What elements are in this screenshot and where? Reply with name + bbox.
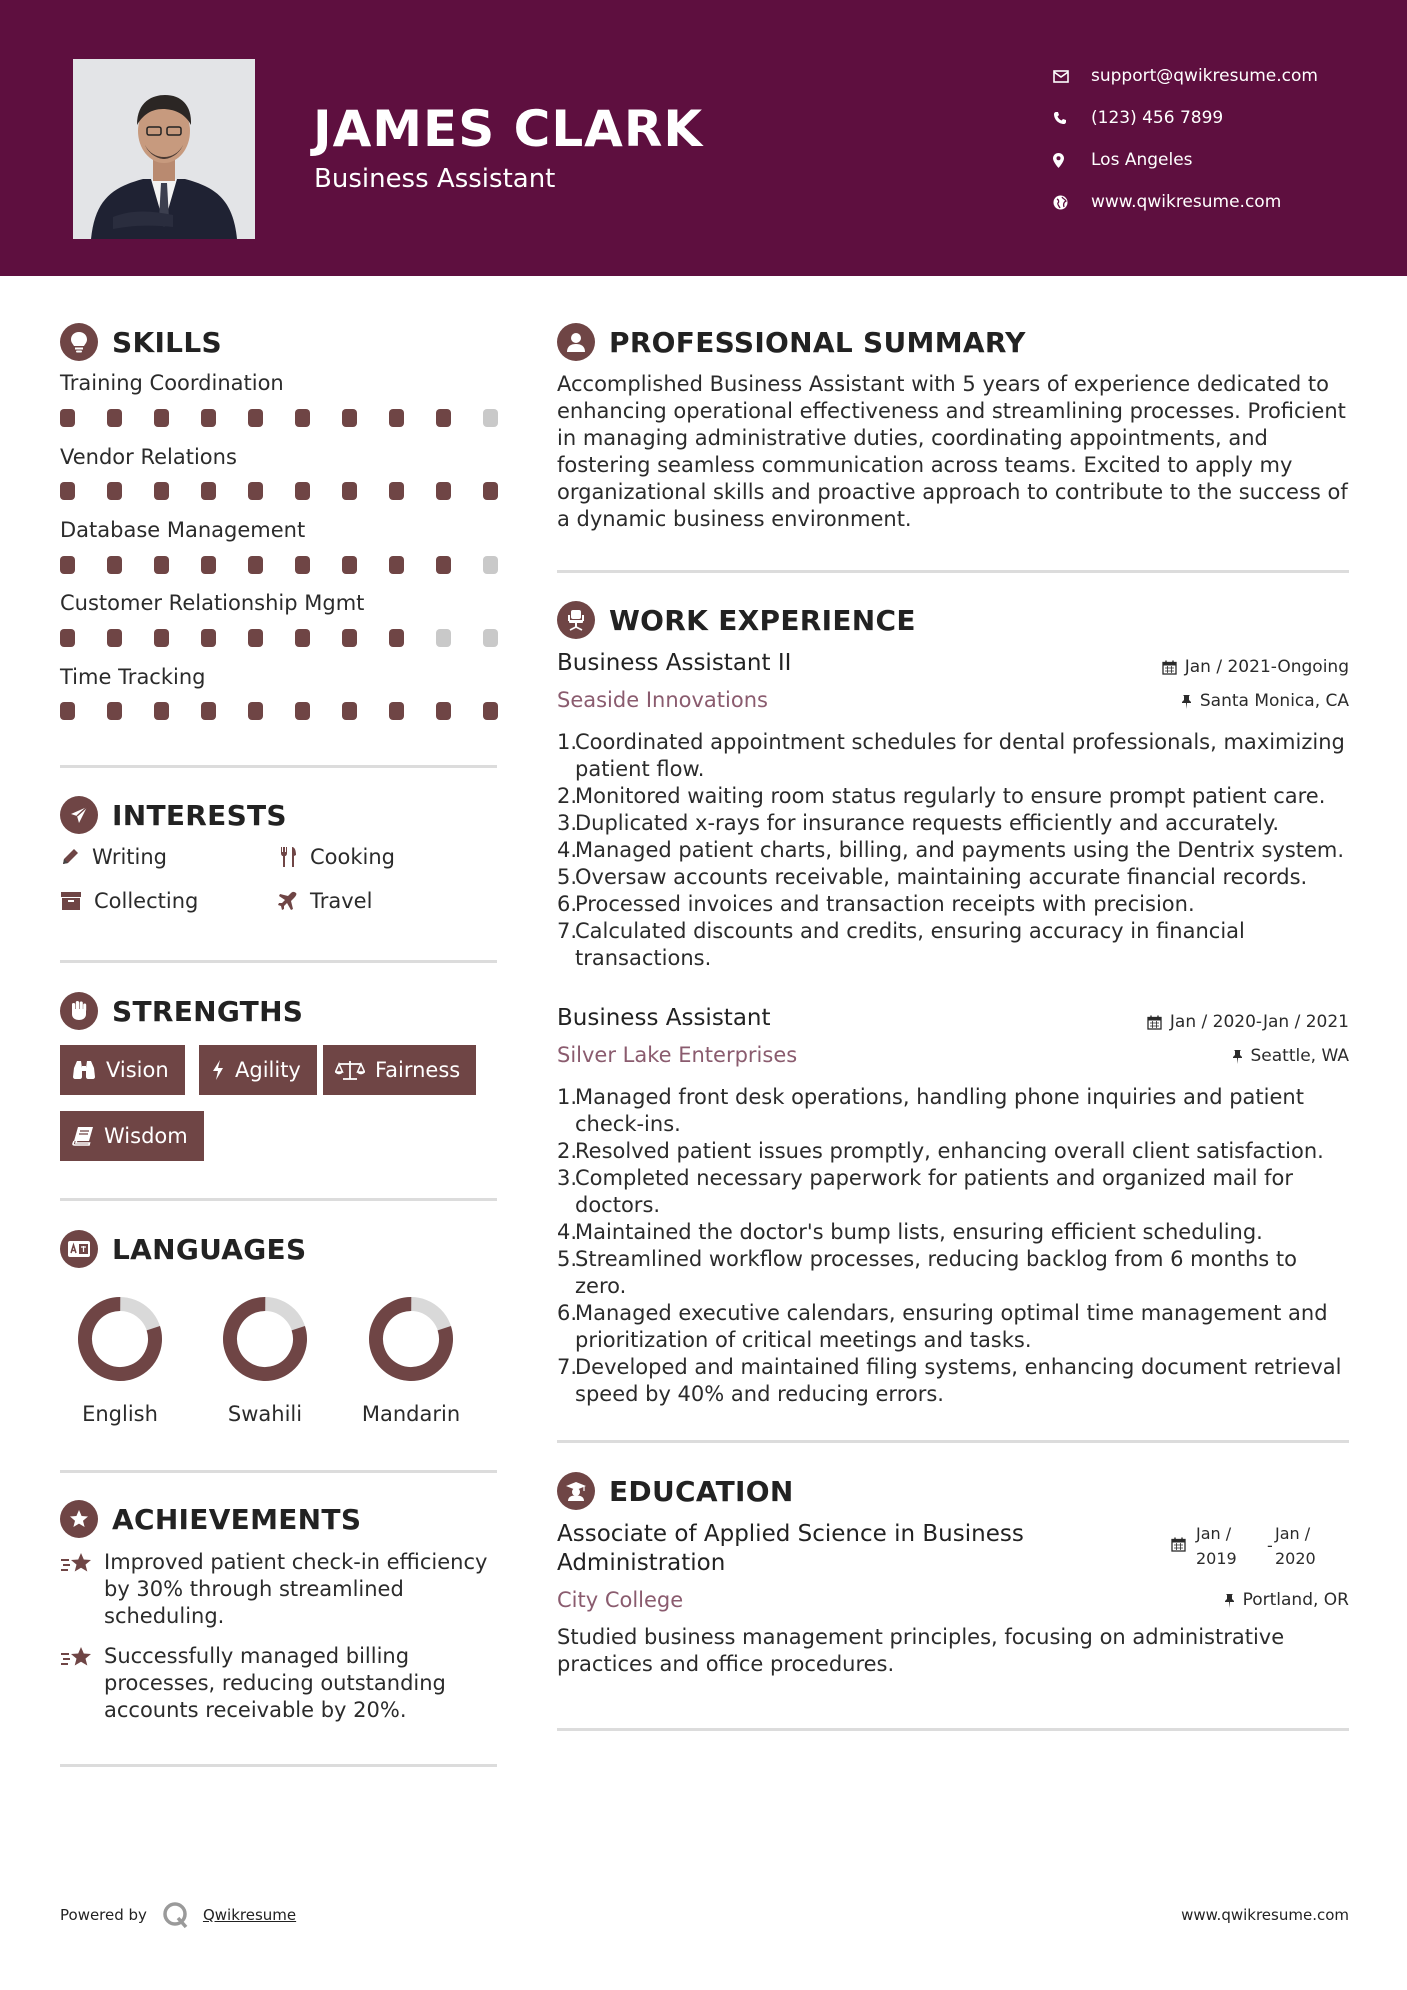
brand-link[interactable]: Qwikresume [202,1906,297,1924]
language-name: English [82,1402,158,1426]
achievements-title: ACHIEVEMENTS [112,1502,362,1536]
envelope-icon [1053,70,1091,83]
job-location [1181,691,1349,711]
candidate-title: Business Assistant [314,164,556,194]
skill-dot-filled [389,702,404,720]
translate-icon [60,1230,98,1268]
responsibility-item: 3.Duplicated x-rays for insurance requests efficiently and accurately. [557,811,1280,835]
skill-rating [60,702,500,720]
contact-phone-text: (123) 456 7899 [1091,108,1224,128]
skill-dot-filled [248,409,263,427]
star-trail-icon [60,1645,94,1671]
skill-dot-filled [342,482,357,500]
experience-heading [557,601,916,639]
skill-dot-filled [60,556,75,574]
skill-dot-filled [295,702,310,720]
job-location-text: Seattle, WA [1250,1046,1349,1066]
strengths-title: STRENGTHS [112,994,304,1028]
edu-date-separator: - [1267,1536,1273,1555]
skill-dot-filled [201,702,216,720]
summary-line: organizational skills and proactive approach to contribute to the success of [557,480,1348,504]
strength-label: Vision [106,1058,169,1082]
interest-item [278,845,395,869]
language-item [346,1294,476,1426]
skill-dot-filled [436,482,451,500]
summary-line: Accomplished Business Assistant with 5 years of experience dedicated to [557,372,1329,396]
achievement-line: processes, reducing outstanding [104,1671,446,1695]
skill-dot-filled [107,409,122,427]
skill-dot-filled [248,556,263,574]
achievement-line: scheduling. [104,1604,225,1628]
responsibility-item: 1.Coordinated appointment schedules for dental professionals, maximizing patient flow. [557,730,1345,781]
responsibility-item: 6.Managed executive calendars, ensuring optimal time management and prioritization of critical meetings and tasks. [557,1301,1328,1352]
plane-icon [278,891,298,911]
job-dates [1162,657,1349,677]
skill-rating [60,629,500,647]
job-responsibilities [557,1084,1352,1408]
strength-label: Agility [235,1058,301,1082]
responsibility-item: 5.Oversaw accounts receivable, maintaining accurate financial records. [557,865,1308,889]
education-description [557,1624,1352,1678]
summary-line: fostering seamless communication across teams. Excited to apply my [557,453,1293,477]
skill-dot-filled [201,556,216,574]
contact-location [1053,139,1383,181]
bolt-icon [211,1059,225,1081]
language-item [55,1294,185,1426]
language-donut [75,1294,165,1384]
job-location-text: Santa Monica, CA [1199,691,1349,711]
strengths-heading [60,992,303,1030]
skill-dot-filled [154,409,169,427]
profile-photo [73,59,255,239]
book-icon [72,1126,94,1146]
skill-dot-filled [436,409,451,427]
cutlery-icon [278,846,298,868]
skill-dot-filled [107,629,122,647]
star-trail-icon [60,1551,94,1577]
edu-date-start: Jan / [1196,1524,1232,1543]
responsibility-item: 4.Managed patient charts, billing, and payments using the Dentrix system. [557,838,1345,862]
job-role: Business Assistant [557,1005,771,1031]
skill-dot-filled [295,409,310,427]
skill-dot-filled [342,702,357,720]
skill-dot-filled [154,702,169,720]
skill-dot-filled [389,556,404,574]
user-icon [557,323,595,361]
skill-dot-filled [295,629,310,647]
skill-dot-filled [248,702,263,720]
skill-dot-filled [154,629,169,647]
map-pin-icon [1053,153,1091,168]
achievement-item [60,1549,500,1630]
interest-item [278,889,372,913]
education-desc-line: Studied business management principles, focusing on administrative [557,1625,1285,1649]
skill-dot-filled [295,482,310,500]
interest-item [60,889,198,913]
responsibility-item: 2.Resolved patient issues promptly, enhancing overall client satisfaction. [557,1139,1324,1163]
interest-item [60,845,167,869]
strength-tag [323,1045,476,1095]
languages-heading [60,1230,306,1268]
job-responsibilities [557,729,1352,972]
skills-heading [60,323,222,361]
skill-dot-filled [201,409,216,427]
skill-dot-filled [389,629,404,647]
pushpin-icon [1232,1049,1243,1064]
candidate-name: JAMES CLARK [313,100,704,158]
skill-name: Training Coordination [60,371,284,395]
divider [60,1198,497,1201]
edu-date-start-year: 2019 [1196,1549,1237,1568]
job-location [1232,1046,1350,1066]
responsibility-item: 7.Calculated discounts and credits, ensuring accuracy in financial transactions. [557,919,1245,970]
skill-dot-empty [436,629,451,647]
summary-text [557,371,1357,533]
contact-location-text: Los Angeles [1091,150,1193,170]
calendar-icon [1171,1537,1186,1552]
summary-line: enhancing operational effectiveness and streamlining processes. Proficient [557,399,1346,423]
summary-line: in managing administrative duties, coordinating appointments, and [557,426,1268,450]
summary-title: PROFESSIONAL SUMMARY [609,325,1026,359]
skill-dot-filled [342,629,357,647]
contact-website-text: www.qwikresume.com [1091,192,1282,212]
interests-title: INTERESTS [112,798,287,832]
degree-line: Associate of Applied Science in Business [557,1521,1024,1547]
education-title: EDUCATION [609,1474,794,1508]
powered-by-text: Powered by [60,1906,147,1924]
contact-list [1053,55,1383,223]
interest-label: Travel [310,889,373,913]
skill-name: Vendor Relations [60,445,237,469]
pushpin-icon [1224,1593,1235,1608]
resume-header [0,0,1407,276]
skill-dot-filled [483,482,498,500]
contact-email[interactable] [1053,55,1383,97]
skill-dot-empty [483,629,498,647]
skill-dot-filled [60,409,75,427]
divider [557,1728,1349,1731]
skill-dot-filled [154,482,169,500]
languages-title: LANGUAGES [112,1232,307,1266]
interest-label: Cooking [310,845,395,869]
responsibility-item: 7.Developed and maintained filing systems, enhancing document retrieval speed by 40% and reducing errors. [557,1355,1342,1406]
strength-tag [60,1045,185,1095]
skill-dot-filled [154,556,169,574]
degree-line: Administration [557,1550,726,1576]
responsibility-item: 6.Processed invoices and transaction receipts with precision. [557,892,1195,916]
star-badge-icon [60,1500,98,1538]
divider [60,1764,497,1767]
skill-name: Database Management [60,518,306,542]
responsibility-item: 2.Monitored waiting room status regularly to ensure prompt patient care. [557,784,1326,808]
job-role: Business Assistant II [557,650,792,676]
job-company: Silver Lake Enterprises [557,1043,798,1067]
skill-rating [60,482,500,500]
skill-dot-filled [436,556,451,574]
job-company: Seaside Innovations [557,688,768,712]
education-desc-line: practices and office procedures. [557,1652,895,1676]
skill-dot-filled [389,482,404,500]
lightbulb-icon [60,323,98,361]
skill-dot-empty [483,556,498,574]
skill-dot-filled [483,702,498,720]
office-chair-icon [557,601,595,639]
edu-date-end-year: 2020 [1275,1549,1316,1568]
skill-dot-filled [60,629,75,647]
binoculars-icon [72,1060,96,1080]
skill-dot-filled [248,482,263,500]
contact-website[interactable] [1053,181,1383,223]
job-dates [1147,1012,1349,1032]
language-name: Mandarin [361,1402,461,1426]
interests-heading [60,796,287,834]
interest-label: Collecting [94,889,199,913]
skill-dot-filled [201,629,216,647]
achievement-line: Improved patient check-in efficiency [104,1550,488,1574]
responsibility-item: 4.Maintained the doctor's bump lists, ensuring efficient scheduling. [557,1220,1263,1244]
globe-icon [1053,195,1091,210]
strength-label: Wisdom [104,1124,188,1148]
experience-title: WORK EXPERIENCE [609,603,916,637]
footer-powered-by [60,1900,296,1930]
language-name: Swahili [227,1402,303,1426]
education-heading [557,1472,794,1510]
graduate-icon [557,1472,595,1510]
education-school: City College [557,1588,684,1612]
contact-phone[interactable] [1053,97,1383,139]
raised-fist-icon [60,992,98,1030]
divider [60,1470,497,1473]
education-location-text: Portland, OR [1242,1590,1349,1610]
language-item [200,1294,330,1426]
education-location [1224,1590,1349,1610]
language-donut [220,1294,310,1384]
achievements-heading [60,1500,361,1538]
skill-rating [60,556,500,574]
skill-name: Customer Relationship Mgmt [60,591,365,615]
skill-name: Time Tracking [60,665,206,689]
paper-plane-icon [60,796,98,834]
education-degree [557,1520,1077,1578]
summary-heading [557,323,1026,361]
job-dates-text: Jan / 2021-Ongoing [1184,657,1349,677]
achievement-item [60,1643,500,1724]
archive-box-icon [60,891,82,911]
language-donut-fill [76,1295,164,1383]
responsibility-item: 3.Completed necessary paperwork for patients and organized mail for doctors. [557,1166,1293,1217]
contact-email-text: support@qwikresume.com [1091,66,1318,86]
achievement-line: accounts receivable by 20%. [104,1698,407,1722]
skills-title: SKILLS [112,325,222,359]
interest-label: Writing [92,845,167,869]
edu-date-end: Jan / [1275,1524,1311,1543]
skill-rating [60,409,500,427]
job-dates-text: Jan / 2020-Jan / 2021 [1169,1012,1349,1032]
language-donut-fill [367,1295,455,1383]
strength-tag [199,1045,317,1095]
strength-label: Fairness [375,1058,461,1082]
achievement-line: by 30% through streamlined [104,1577,404,1601]
skill-dot-filled [248,629,263,647]
achievement-line: Successfully managed billing [104,1644,410,1668]
skill-dot-empty [483,409,498,427]
divider [557,1440,1349,1443]
skill-dot-filled [201,482,216,500]
skill-dot-filled [342,409,357,427]
skill-dot-filled [107,482,122,500]
pushpin-icon [1181,694,1192,709]
footer-website[interactable]: www.qwikresume.com [1181,1906,1349,1924]
responsibility-item: 5.Streamlined workflow processes, reducing backlog from 6 months to zero. [557,1247,1297,1298]
skill-dot-filled [389,409,404,427]
divider [60,765,497,768]
skill-dot-filled [60,482,75,500]
language-donut [366,1294,456,1384]
skill-dot-filled [60,702,75,720]
phone-icon [1053,111,1091,125]
responsibility-item: 1.Managed front desk operations, handling phone inquiries and patient check-ins. [557,1085,1304,1136]
calendar-icon [1147,1015,1162,1030]
language-donut-fill [221,1295,309,1383]
qwikresume-logo-icon [161,1900,191,1930]
pencil-icon [60,847,80,867]
scales-icon [335,1059,365,1081]
calendar-icon [1162,660,1177,675]
divider [557,570,1349,573]
summary-line: a dynamic business environment. [557,507,912,531]
skill-dot-filled [436,702,451,720]
skill-dot-filled [107,556,122,574]
skill-dot-filled [107,702,122,720]
strength-tag [60,1111,204,1161]
divider [60,960,497,963]
skill-dot-filled [342,556,357,574]
skill-dot-filled [295,556,310,574]
